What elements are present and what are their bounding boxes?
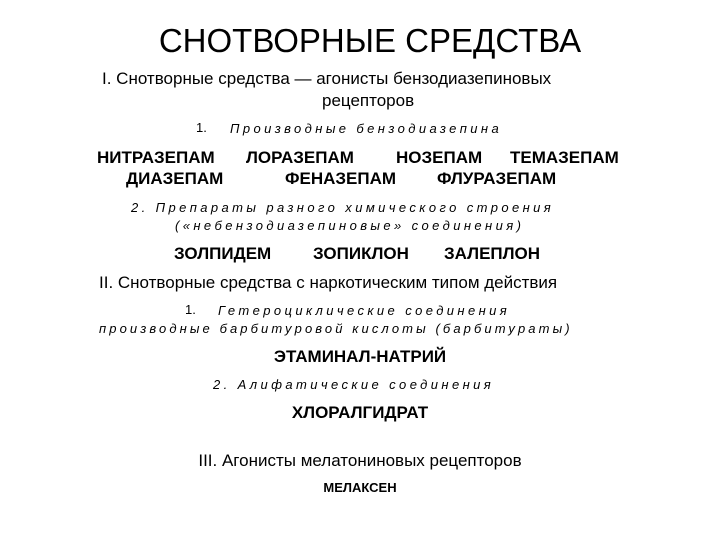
section1-sub1-number: 1. [196, 120, 207, 135]
drug-etaminal-sodium: ЭТАМИНАЛ-НАТРИЙ [273, 347, 447, 366]
drug-zopiclone: ЗОПИКЛОН [313, 244, 409, 263]
drug-flurazepam: ФЛУРАЗЕПАМ [437, 169, 557, 188]
section1-heading-line2: рецепторов [322, 91, 415, 110]
section2-sub2-label: 2. Алифатические соединения [213, 377, 495, 392]
drug-chloral-hydrate: ХЛОРАЛГИДРАТ [291, 403, 429, 422]
section2-sub1-line2: производные барбитуровой кислоты (барбитураты) [99, 321, 573, 336]
drug-lorazepam: ЛОРАЗЕПАМ [246, 148, 354, 167]
drug-zolpidem: ЗОЛПИДЕМ [174, 244, 272, 263]
drug-nitrazepam: НИТРАЗЕПАМ [97, 148, 215, 167]
section2-heading: II. Снотворные средства с наркотическим типом действия [99, 273, 558, 292]
section2-sub1-number: 1. [185, 302, 196, 317]
drug-diazepam: ДИАЗЕПАМ [126, 169, 224, 188]
section1-sub1-label: Производные бензодиазепина [230, 121, 503, 136]
drug-zaleplon: ЗАЛЕПЛОН [444, 244, 541, 263]
page-title: СНОТВОРНЫЕ СРЕДСТВА [158, 22, 582, 59]
drug-temazepam: ТЕМАЗЕПАМ [510, 148, 619, 167]
section1-sub2-line2: («небензодиазепиновые» соединения) [175, 218, 525, 233]
section3-heading: III. Агонисты мелатониновых рецепторов [198, 451, 522, 470]
drug-phenazepam: ФЕНАЗЕПАМ [285, 169, 397, 188]
section1-heading-line1: I. Снотворные средства — агонисты бензодиазепиновых [102, 69, 552, 88]
section2-sub1-line1: Гетероциклические соединения [218, 303, 511, 318]
drug-melaxen: МЕЛАКСЕН [323, 480, 397, 495]
section1-sub2-line1: 2. Препараты разного химического строения [131, 200, 555, 215]
drug-nozepam: НОЗЕПАМ [396, 148, 483, 167]
